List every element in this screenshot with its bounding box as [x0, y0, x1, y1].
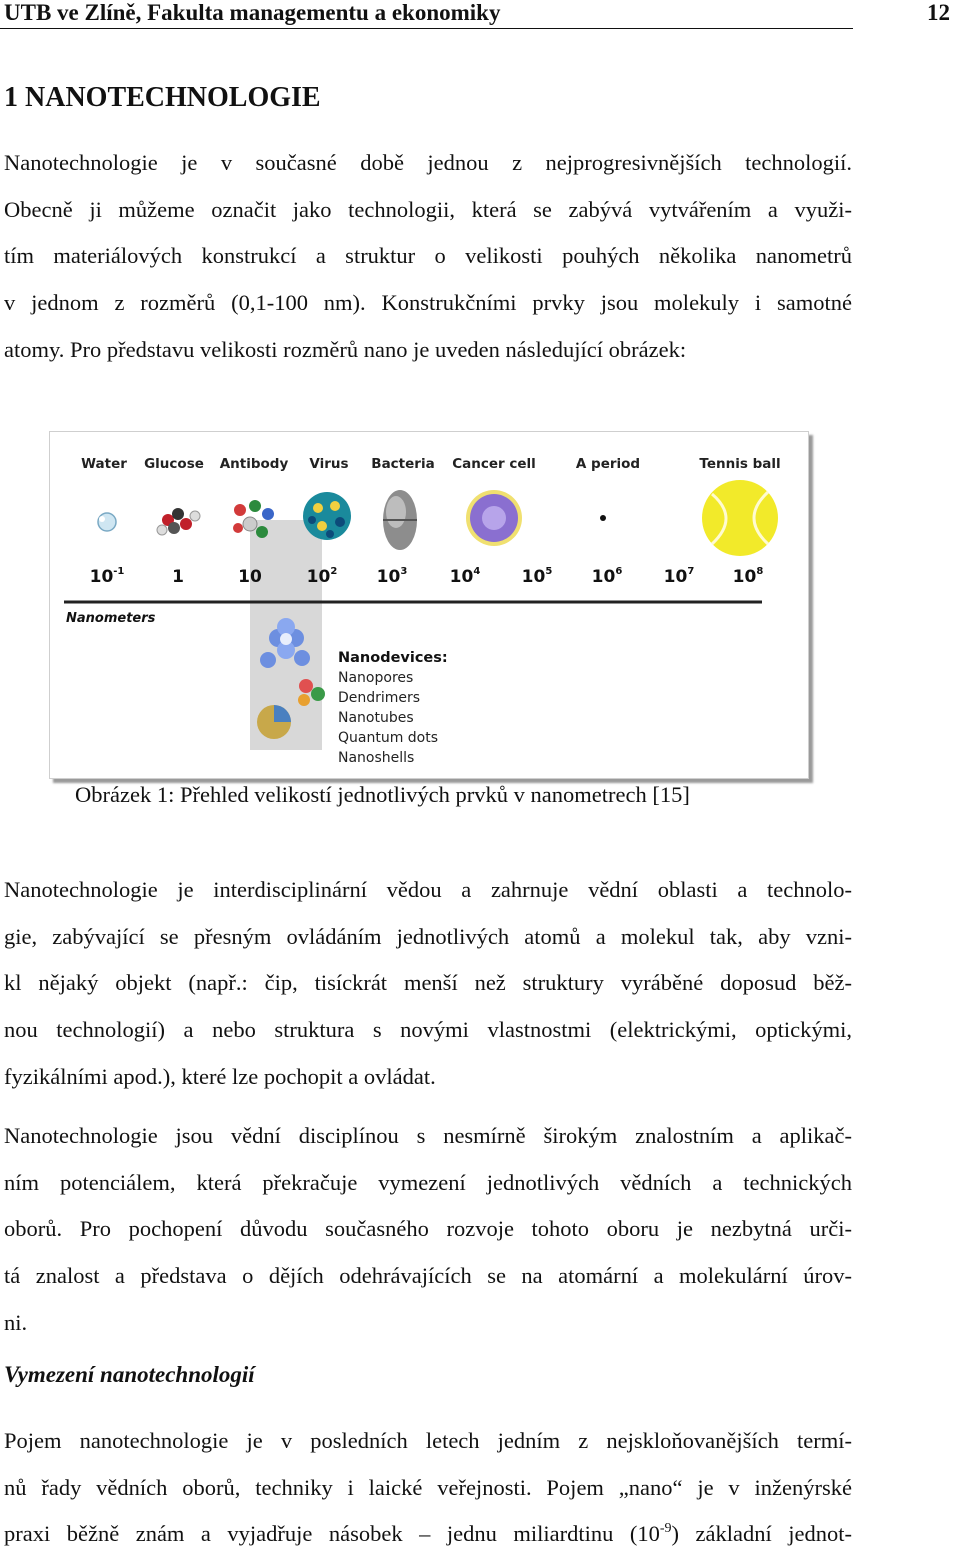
scale-tick-label: $10^7$	[663, 566, 695, 587]
text-line: ním potenciálem, která překračuje vymezení jednotlivých vědních a technických	[4, 1169, 852, 1195]
virus-icon	[303, 492, 351, 540]
text-line: atomy. Pro představu velikosti rozměrů nano je uveden následující obrázek:	[4, 336, 687, 362]
chapter-heading: 1 NANOTECHNOLOGIE	[4, 82, 321, 113]
bacteria-icon	[383, 490, 417, 550]
text-line: Nanotechnologie je interdisciplinární vědou a zahrnuje vědní oblasti a technolo-	[4, 877, 852, 902]
object-label-period: A period	[575, 456, 641, 472]
page-number: 12	[927, 0, 950, 25]
text-line: ni.	[4, 1309, 28, 1335]
text-line: fyzikálními apod.), které lze pochopit a ovládat.	[4, 1063, 436, 1089]
text-line: v jednom z rozměrů (0,1-100 nm). Konstrukčními prvky jsou molekuly i samotné	[4, 290, 852, 316]
tennis-ball-icon	[702, 480, 778, 556]
object-label-antibody: Antibody	[219, 456, 289, 472]
scale-tick-label: $10^5$	[521, 566, 553, 587]
nanodevice-item: Dendrimers	[338, 690, 421, 706]
cancer-cell-icon	[466, 490, 522, 546]
object-label-virus: Virus	[309, 456, 349, 472]
period-dot-icon	[600, 515, 606, 521]
object-label-tennis-ball: Tennis ball	[699, 456, 781, 472]
paragraph-discipline	[4, 1113, 852, 1347]
object-label-glucose: Glucose	[144, 456, 204, 472]
text-line: gie, zabývající se přesným ovládáním jednotlivých atomů a molekul tak, aby vzni-	[4, 923, 852, 949]
running-header: UTB ve Zlíně, Fakulta managementu a ekonomiky	[4, 0, 501, 25]
scale-tick-label: $10^8$	[732, 566, 764, 587]
object-label-water: Water	[81, 456, 127, 472]
text-line: tá znalost a představa o dějích odehrávajících se na atomární a molekulární úrov-	[4, 1263, 852, 1289]
exponent: -9	[659, 1521, 672, 1537]
scale-tick-label: $10^6$	[591, 566, 623, 587]
object-label-cancer-cell: Cancer cell	[452, 456, 536, 472]
nanodevices-title: Nanodevices:	[338, 650, 448, 666]
scale-tick-label: 1	[172, 567, 184, 587]
nanodevice-item: Nanopores	[338, 670, 414, 686]
axis-label: Nanometers	[66, 611, 156, 626]
nanodevice-item: Nanoshells	[338, 750, 415, 766]
nanodevice-item: Nanotubes	[338, 710, 414, 726]
text-fragment: praxi běžně znám a vyjadřuje násobek – jednu miliardtinu (10	[4, 1521, 660, 1547]
scale-tick-label: $10^{-1}$	[89, 566, 125, 587]
nanodevice-item: Quantum dots	[338, 730, 439, 746]
text-line: nů řady vědních oborů, techniky i laické veřejnosti. Pojem „nano“ je v inženýrské	[4, 1474, 852, 1500]
scale-tick-label: 10	[238, 567, 262, 587]
figure-nanoscale	[49, 431, 809, 779]
glucose-molecule-icon	[157, 508, 200, 535]
text-line: nou technologií) a nebo struktura s novými vlastnostmi (elektrickými, optickými,	[4, 1017, 852, 1043]
paragraph-intro	[4, 140, 852, 374]
figure-svg	[50, 432, 808, 778]
paragraph-interdisciplinary	[4, 867, 852, 1101]
header-rule	[0, 28, 853, 29]
text-line: tím materiálových konstrukcí a struktur o velikosti pouhých několika nanometrů	[4, 243, 852, 269]
object-label-bacteria: Bacteria	[371, 456, 435, 472]
text-line	[4, 1511, 852, 1558]
section-subheading: Vymezení nanotechnologií	[4, 1362, 255, 1387]
text-line: Obecně ji můžeme označit jako technologii, která se zabývá vytvářením a využi-	[4, 196, 852, 222]
scale-tick-label: $10^4$	[449, 566, 481, 587]
nanoshell-icon	[257, 705, 291, 739]
object-labels	[81, 456, 780, 472]
scale-ticks	[90, 566, 764, 587]
water-icon	[98, 513, 116, 531]
text-line: Pojem nanotechnologie je v posledních letech jedním z nejskloňovanějších termí-	[4, 1428, 852, 1453]
text-fragment: ) základní jednot-	[671, 1521, 852, 1547]
text-line: kl nějaký objekt (např.: čip, tisíckrát menší než struktury vyráběné doposud běž-	[4, 970, 852, 996]
figure-caption: Obrázek 1: Přehled velikostí jednotlivých prvků v nanometrech [15]	[75, 782, 690, 807]
text-line: Nanotechnologie je v současné době jednou z nejprogresivnějších technologií.	[4, 150, 852, 175]
text-line: Nanotechnologie jsou vědní disciplínou s nesmírně širokým znalostním a aplikač-	[4, 1123, 852, 1148]
paragraph-definition	[4, 1418, 852, 1558]
text-line: oborů. Pro pochopení důvodu současného rozvoje tohoto oboru je nezbytná urči-	[4, 1216, 852, 1242]
scale-tick-label: $10^3$	[376, 566, 408, 587]
scale-tick-label: $10^2$	[306, 566, 338, 587]
